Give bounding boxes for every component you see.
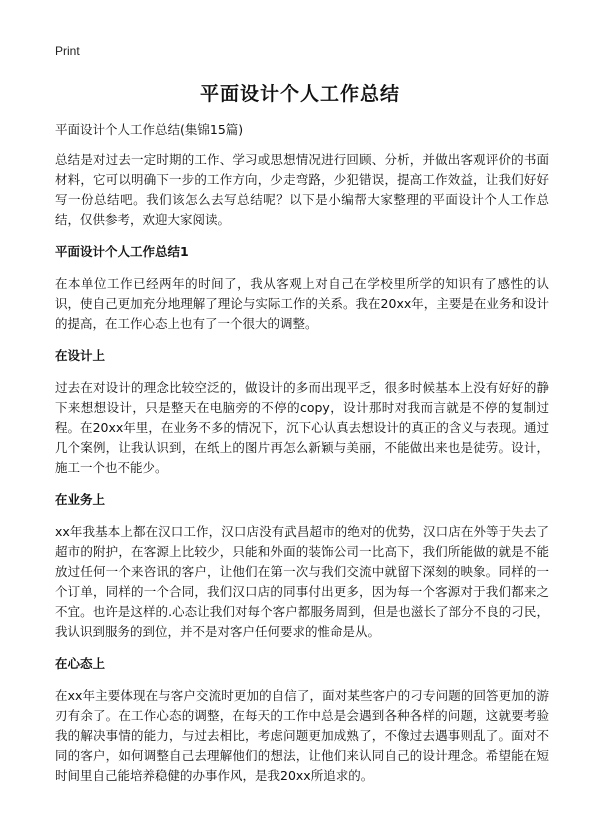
intro-paragraph: 总结是对过去一定时期的工作、学习或思想情况进行回顾、分析，并做出客观评价的书面材料，它可以明确下一步的工作方向，少走弯路，少犯错误，提高工作效益，让我们好好写一份总结吧。我们该怎么去写总结呢？以下是小编帮大家整理的平面设计个人工作总结，仅供参考，欢迎大家阅读。 bbox=[55, 152, 549, 227]
section-heading: 平面设计个人工作总结1 bbox=[55, 244, 189, 259]
section-heading: 在心态上 bbox=[55, 656, 106, 671]
document-body bbox=[55, 120, 549, 798]
section-heading: 在业务上 bbox=[55, 492, 106, 507]
section-paragraph: xx年我基本上都在汉口工作，汉口店没有武昌超市的绝对的优势，汉口店在外等于失去了超市的附护，在客源上比较少，只能和外面的装饰公司一比高下，我们所能做的就是不能放过任何一个来咨讯的客户，让他们在第一次与我们交流中就留下深刻的映象。同样的一个订单，同样的一个合同，我们汉口店的同事付出更多，因为每一个客源对于我们都来之不宜。也许是这样的.心态让我们对每个客户都服务周到，但是也滋长了部分不良的刁民，我认识到服务的到位，并不是对客户任何要求的惟命是从。 bbox=[55, 524, 549, 639]
section-heading: 在设计上 bbox=[55, 348, 106, 363]
section-paragraph: 在本单位工作已经两年的时间了，我从客观上对自己在学校里所学的知识有了感性的认识，使自己更加充分地理解了理论与实际工作的关系。我在20xx年，主要是在业务和设计的提高，在工作心态上也有了一个很大的调整。 bbox=[55, 276, 549, 331]
document-subtitle: 平面设计个人工作总结(集锦15篇) bbox=[55, 122, 244, 137]
section-paragraph: 过去在对设计的理念比较空泛的，做设计的多而出现平乏，很多时候基本上没有好好的静下来想想设计，只是整天在电脑旁的不停的copy，设计那时对我而言就是不停的复制过程。在20xx年里，在业务不多的情况下，沉下心认真去想设计的真正的含义与表现。通过几个案例，让我认识到，在纸上的图片再怎么新颖与美丽，不能做出来也是徒劳。设计，施工一个也不能少。 bbox=[55, 380, 549, 475]
print-link[interactable]: Print bbox=[55, 44, 80, 58]
page-title: 平面设计个人工作总结 bbox=[199, 83, 400, 105]
section-paragraph: 在xx年主要体现在与客户交流时更加的自信了，面对某些客户的刁专问题的回答更加的游刃有余了。在工作心态的调整，在每天的工作中总是会遇到各种各样的问题，这就要考验我的解决事情的能力，与过去相比，考虑问题更加成熟了，不像过去遇事则乱了。面对不同的客户，如何调整自己去理解他们的想法，让他们来认同自己的设计理念。希望能在短时间里自己能培养稳健的办事作风，是我20xx所追求的。 bbox=[55, 688, 549, 783]
